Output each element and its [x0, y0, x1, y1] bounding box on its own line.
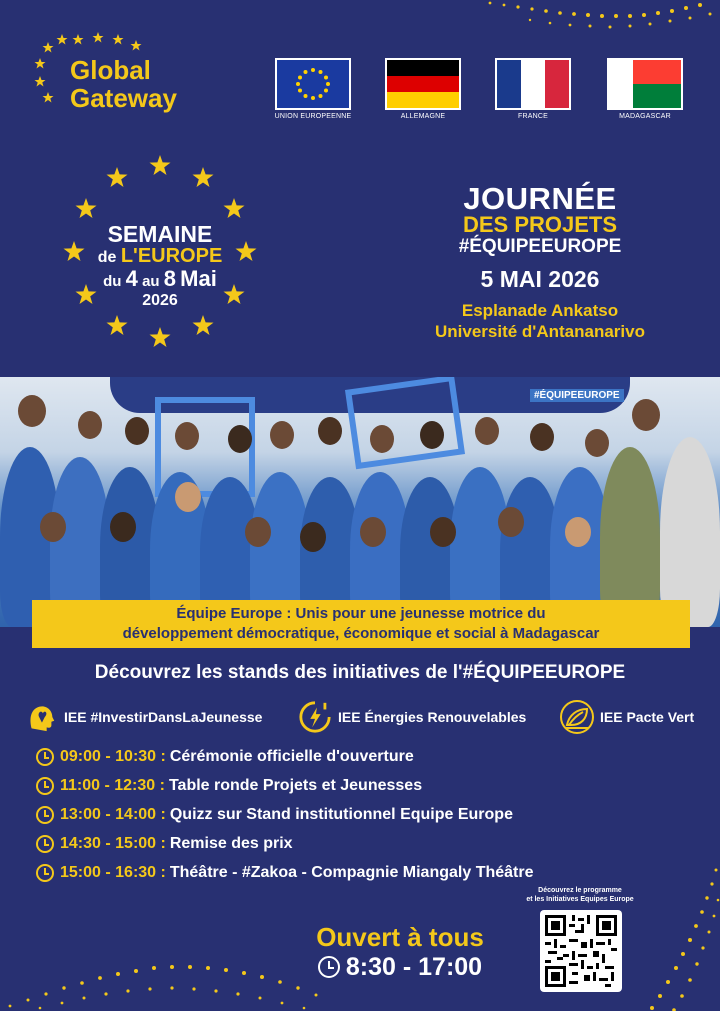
schedule-item — [36, 771, 676, 800]
event-hashtag: #ÉQUIPEEUROPE — [458, 236, 622, 257]
france-flag-icon — [495, 58, 571, 110]
global-gateway-logo — [34, 32, 204, 122]
semaine-europe: L'EUROPE — [120, 245, 223, 267]
logo-line1: Global — [70, 55, 151, 85]
photo-frame-prop — [345, 377, 465, 469]
initiative-label: IEE #InvestirDansLaJeunesse — [64, 709, 263, 725]
clock-icon — [36, 748, 54, 766]
slogan-line2: développement démocratique, économique et social à Madagascar — [122, 625, 600, 642]
event-date: 5 MAI 2026 — [480, 266, 600, 292]
event-venue-line2: Université d'Antananarivo — [435, 322, 645, 341]
schedule-item — [36, 742, 676, 771]
slogan-line1: Équipe Europe : Unis pour une jeunesse motrice du — [176, 605, 546, 622]
clock-icon — [36, 806, 54, 824]
initiative-label: IEE Pacte Vert — [600, 709, 695, 725]
flag-caption: ALLEMAGNE — [400, 113, 446, 120]
schedule-item — [36, 800, 676, 829]
schedule-activity: Quizz sur Stand institutionnel Equipe Europe — [169, 805, 513, 823]
schedule-time: 09:00 - 10:30 : — [60, 747, 166, 765]
semaine-title: SEMAINE — [107, 221, 213, 247]
open-title: Ouvert à tous — [316, 922, 484, 952]
semaine-year: 2026 — [142, 292, 178, 309]
qr-caption — [512, 886, 648, 904]
logo-top-stars-icon — [68, 32, 148, 54]
semaine-day1: 4 — [125, 266, 138, 291]
leaf-icon — [560, 700, 594, 734]
group-photo — [0, 377, 720, 627]
open-hours: 8:30 - 17:00 — [345, 953, 483, 981]
semaine-day2: 8 — [163, 266, 176, 291]
initiative-green — [560, 700, 694, 734]
semaine-au: au — [142, 273, 160, 290]
event-title: JOURNÉE — [463, 181, 617, 216]
schedule-time: 14:30 - 15:00 : — [60, 834, 166, 852]
initiative-energy — [298, 700, 526, 734]
semaine-de: de — [97, 249, 117, 266]
clock-icon — [36, 864, 54, 882]
schedule-activity: Cérémonie officielle d'ouverture — [169, 747, 414, 765]
semaine-europe-badge — [60, 222, 260, 309]
flag-france — [494, 58, 572, 120]
eu-flag-icon — [275, 58, 351, 110]
event-subtitle: DES PROJETS — [462, 212, 618, 237]
schedule-activity: Remise des prix — [169, 834, 293, 852]
schedule-activity: Table ronde Projets et Jeunesses — [168, 776, 423, 794]
flag-caption: FRANCE — [518, 113, 548, 120]
youth-head-icon — [24, 700, 58, 734]
clock-icon — [36, 835, 54, 853]
germany-flag-icon — [385, 58, 461, 110]
flag-germany — [384, 58, 462, 120]
schedule-time: 15:00 - 16:30 : — [60, 863, 166, 881]
dotted-swirl-top-right — [470, 0, 720, 40]
madagascar-flag-icon — [607, 58, 683, 110]
discover-heading: Découvrez les stands des initiatives de l'#ÉQUIPEEUROPE — [94, 662, 626, 683]
dotted-swirl-bottom-left — [0, 950, 340, 1011]
event-info — [400, 181, 680, 342]
flag-eu — [274, 58, 352, 120]
opening-hours — [290, 922, 510, 982]
initiative-label: IEE Énergies Renouvelables — [338, 709, 527, 725]
flag-caption: UNION EUROPEENNE — [274, 113, 352, 120]
initiative-youth — [24, 700, 262, 734]
clock-icon — [318, 956, 340, 978]
flag-caption: MADAGASCAR — [619, 113, 671, 120]
logo-line2: Gateway — [70, 83, 177, 113]
clock-icon — [36, 777, 54, 795]
schedule-item — [36, 829, 676, 858]
qr-code-icon[interactable] — [540, 910, 622, 992]
photo-sign: #ÉQUIPEEUROPE — [530, 389, 624, 402]
semaine-month: Mai — [180, 266, 217, 291]
slogan-banner — [32, 600, 690, 648]
energy-plug-icon — [298, 700, 332, 734]
semaine-du: du — [103, 273, 122, 290]
flag-madagascar — [606, 58, 684, 120]
schedule-list — [36, 742, 676, 887]
schedule-time: 11:00 - 12:30 : — [60, 776, 165, 794]
schedule-time: 13:00 - 14:00 : — [60, 805, 166, 823]
schedule-activity: Théâtre - #Zakoa - Compagnie Miangaly Théâtre — [169, 863, 534, 881]
qr-caption-line1: Découvrez le programme — [538, 887, 622, 894]
schedule-item — [36, 858, 676, 887]
event-venue-line1: Esplanade Ankatso — [461, 301, 619, 320]
qr-caption-line2: et les Initiatives Equipes Europe — [526, 896, 634, 903]
